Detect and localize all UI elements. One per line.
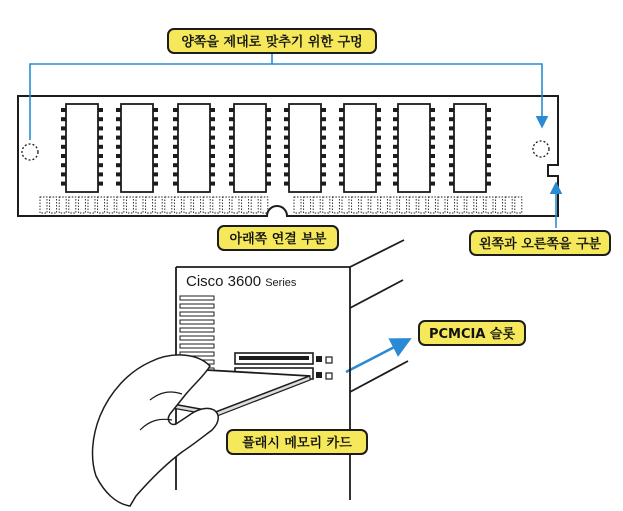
vent-slot [180, 296, 214, 300]
pcmcia-slot-label: PCMCIA 슬롯 [418, 320, 526, 346]
memory-module [18, 96, 558, 216]
router-model: Cisco 3600 [186, 273, 262, 290]
memory-chip [449, 104, 491, 192]
router-side-edge [350, 280, 403, 308]
vent-slot [180, 328, 214, 332]
vent-slot [180, 344, 214, 348]
pcmcia-led-2 [326, 373, 332, 379]
pcmcia-eject-button-2 [316, 372, 322, 378]
memory-chip [61, 104, 103, 192]
vent-slot [180, 320, 214, 324]
left-right-key-label: 왼쪽과 오른쪽을 구분 [469, 230, 611, 256]
flash-card-label: 플래시 메모리 카드 [226, 429, 368, 455]
vent-slot [180, 312, 214, 316]
memory-chip [284, 104, 326, 192]
memory-chip [393, 104, 435, 192]
router-series-word: Series [265, 277, 297, 289]
hand-illustration [93, 355, 219, 506]
vent-slot [180, 304, 214, 308]
alignment-holes-label: 양쪽을 제대로 맞추기 위한 구멍 [167, 28, 377, 54]
slot-pointer [346, 340, 408, 372]
memory-chip [116, 104, 158, 192]
bottom-connector-label: 아래쪽 연결 부분 [217, 225, 339, 251]
router-brand-label [186, 273, 296, 290]
memory-chip [173, 104, 215, 192]
pcmcia-led-1 [326, 357, 332, 363]
pcmcia-eject-button-1 [316, 356, 322, 362]
memory-chip [229, 104, 271, 192]
pcmcia-slot-1-opening [239, 356, 309, 360]
memory-chip [339, 104, 381, 192]
vent-slot [180, 336, 214, 340]
